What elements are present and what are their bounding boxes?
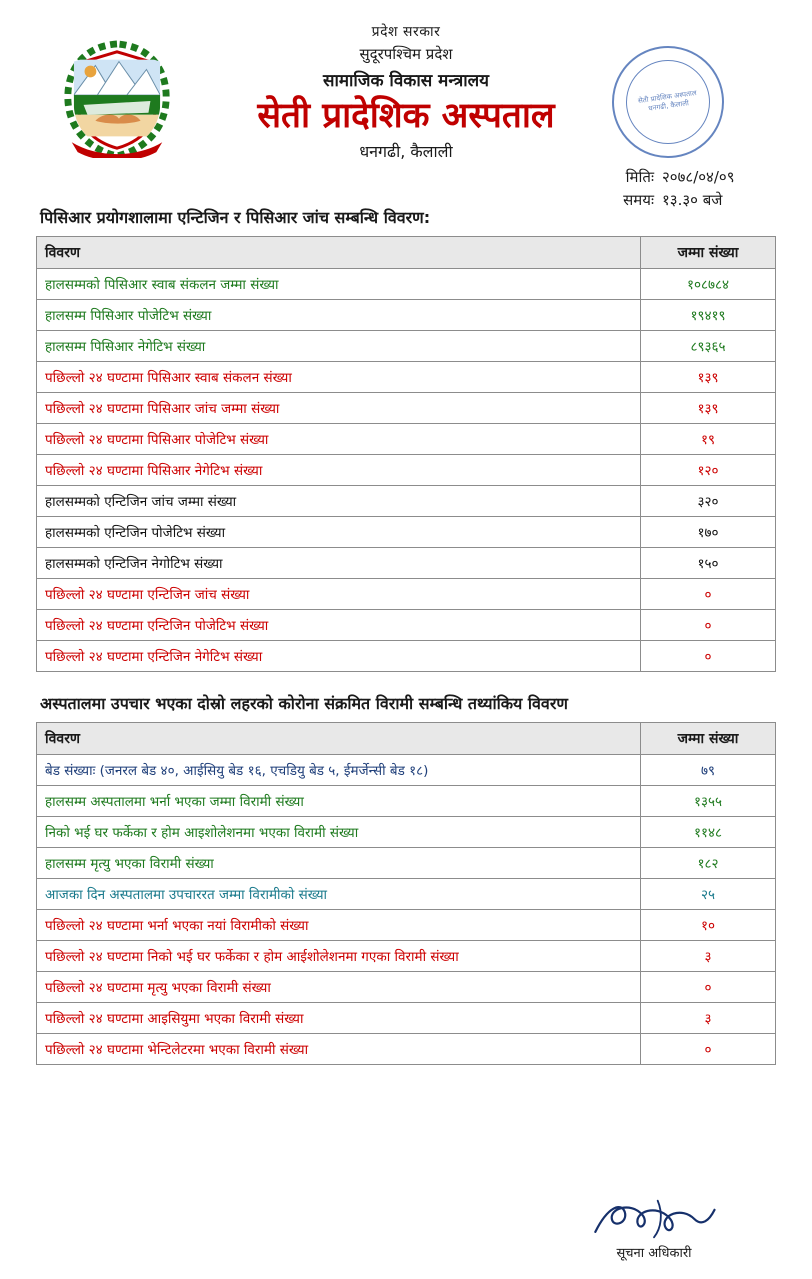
column-header-total: जम्मा संख्या [641,237,776,269]
column-header-total: जम्मा संख्या [641,723,776,755]
row-description: हालसम्मको एन्टिजिन जांच जम्मा संख्या [37,486,641,517]
date-time-block [623,166,740,213]
row-value: १०८७८४ [641,269,776,300]
row-description: पछिल्लो २४ घण्टामा मृत्यु भएका विरामी संख्या [37,972,641,1003]
row-description: हालसम्म अस्पतालमा भर्ना भएका जम्मा विरामी संख्या [37,786,641,817]
row-value: १५० [641,548,776,579]
row-value: ३ [641,1003,776,1034]
row-description: हालसम्मको एन्टिजिन पोजेटिभ संख्या [37,517,641,548]
row-value: ३ [641,941,776,972]
row-value: १० [641,910,776,941]
row-value: ० [641,610,776,641]
table-row [37,941,776,972]
row-value: २५ [641,879,776,910]
hospital-address: धनगढी, कैलाली [359,142,453,162]
signature-icon [554,1197,754,1241]
row-value: १९४१९ [641,300,776,331]
row-value: ७९ [641,755,776,786]
row-value: ८९३६५ [641,331,776,362]
column-header-description: विवरण [37,723,641,755]
table-row [37,486,776,517]
row-value: ३२० [641,486,776,517]
table-row [37,972,776,1003]
row-description: आजका दिन अस्पतालमा उपचाररत जम्मा विरामीको संख्या [37,879,641,910]
row-description: पछिल्लो २४ घण्टामा भर्ना भएका नयां विरामीको संख्या [37,910,641,941]
table-row [37,300,776,331]
row-description: बेड संख्याः (जनरल बेड ४०, आईसियु बेड १६, एचडियु बेड ५, ईमर्जेन्सी बेड १८) [37,755,641,786]
table-row [37,517,776,548]
row-description: पछिल्लो २४ घण्टामा निको भई घर फर्केका र होम आईशोलेशनमा गएका विरामी संख्या [37,941,641,972]
table-row [37,1034,776,1065]
time-label: समयः [623,191,654,210]
table-row [37,817,776,848]
nepal-emblem [58,40,176,158]
column-header-description: विवरण [37,237,641,269]
row-value: ० [641,579,776,610]
table-row [37,786,776,817]
row-value: १३५५ [641,786,776,817]
row-value: ११४८ [641,817,776,848]
row-description: पछिल्लो २४ घण्टामा पिसिआर नेगेटिभ संख्या [37,455,641,486]
row-description: पछिल्लो २४ घण्टामा भेन्टिलेटरमा भएका विरामी संख्या [37,1034,641,1065]
row-description: पछिल्लो २४ घण्टामा आइसियुमा भएका विरामी संख्या [37,1003,641,1034]
table-row [37,269,776,300]
section2-title: अस्पतालमा उपचार भएका दोस्रो लहरको कोरोना संक्रमित विरामी सम्बन्धि तथ्यांकिय विवरण [40,694,568,713]
row-description: पछिल्लो २४ घण्टामा पिसिआर स्वाब संकलन संख्या [37,362,641,393]
table-row [37,548,776,579]
ministry-line: सामाजिक विकास मन्त्रालय [322,71,490,91]
table-row [37,755,776,786]
pcr-antigen-table [36,236,776,672]
row-description: निको भई घर फर्केका र होम आइशोलेशनमा भएका विरामी संख्या [37,817,641,848]
row-value: १७० [641,517,776,548]
document-header [36,18,776,210]
table-row [37,879,776,910]
table-row [37,393,776,424]
table-row [37,610,776,641]
hospital-name: सेती प्रादेशिक अस्पताल [257,96,555,136]
table-row [37,331,776,362]
date-value: २०७८/०४/०९ [662,168,735,186]
signature-block [554,1197,754,1261]
table-row [37,1003,776,1034]
row-description: पछिल्लो २४ घण्टामा पिसिआर पोजेटिभ संख्या [37,424,641,455]
row-description: हालसम्मको एन्टिजिन नेगोटिभ संख्या [37,548,641,579]
time-value: १३.३० बजे [662,191,723,210]
row-value: १२० [641,455,776,486]
table-row [37,455,776,486]
row-description: पछिल्लो २४ घण्टामा पिसिआर जांच जम्मा संख्या [37,393,641,424]
row-description: हालसम्मको पिसिआर स्वाब संकलन जम्मा संख्या [37,269,641,300]
row-description: हालसम्म मृत्यु भएका विरामी संख्या [37,848,641,879]
table-row [37,424,776,455]
row-value: १३९ [641,393,776,424]
table-header-row [37,723,776,755]
section1-title: पिसिआर प्रयोगशालामा एन्टिजिन र पिसिआर जांच सम्बन्धि विवरण: [40,208,431,227]
row-value: १३९ [641,362,776,393]
govt-line: प्रदेश सरकार [371,24,441,40]
table-row [37,641,776,672]
province-line: सुदूरपश्चिम प्रदेश [359,45,453,63]
row-value: १८२ [641,848,776,879]
date-label: मितिः [625,168,654,186]
table-row [37,910,776,941]
row-description: हालसम्म पिसिआर नेगेटिभ संख्या [37,331,641,362]
row-value: १९ [641,424,776,455]
row-description: हालसम्म पिसिआर पोजेटिभ संख्या [37,300,641,331]
row-value: ० [641,1034,776,1065]
table-row [37,848,776,879]
table-row [37,362,776,393]
table-header-row [37,237,776,269]
row-value: ० [641,972,776,1003]
patient-stats-table [36,722,776,1065]
date-row [623,166,740,189]
row-description: पछिल्लो २४ घण्टामा एन्टिजिन पोजेटिभ संख्या [37,610,641,641]
table-row [37,579,776,610]
signature-label: सूचना अधिकारी [616,1246,692,1261]
stamp-text: सेती प्रादेशिक अस्पताल धनगढी, कैलाली [637,89,698,113]
row-value: ० [641,641,776,672]
time-row [623,189,740,212]
row-description: पछिल्लो २४ घण्टामा एन्टिजिन नेगेटिभ संख्या [37,641,641,672]
row-description: पछिल्लो २४ घण्टामा एन्टिजिन जांच संख्या [37,579,641,610]
